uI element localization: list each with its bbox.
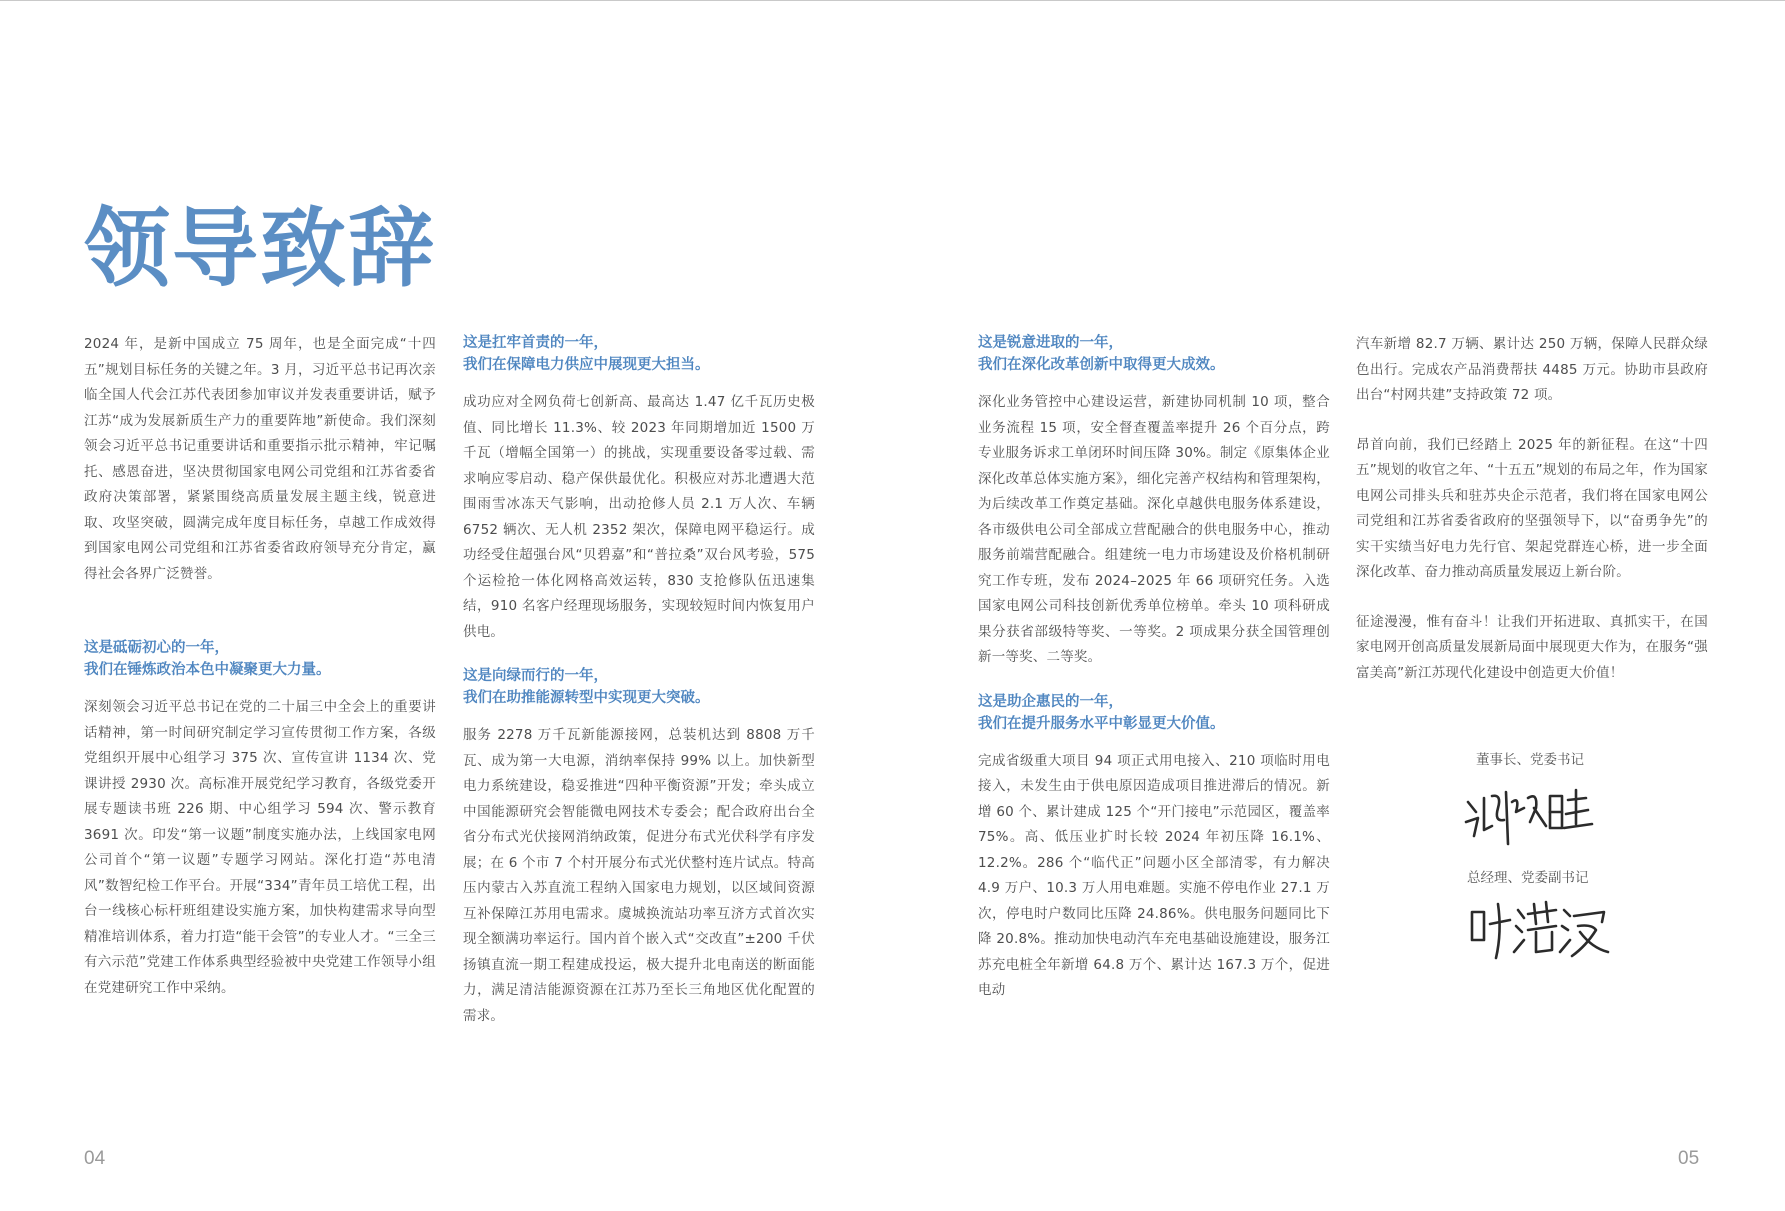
section-heading: 我们在深化改革创新中取得更大成效。	[978, 357, 1225, 373]
section-paragraph: 服务 2278 万千瓦新能源接网，总装机达到 8808 万千瓦、成为第一大电源，消纳率保持 99% 以上。加快新型电力系统建设，稳妥推进“四种平衡资源”开发；牵头成立中国能源研究会智能微电网技术专委会；配合政府出台全省分布式光伏接网消纳政策，促进分布式光伏科学有序发展；在 6 个市 7 个村开展分布式光伏整村连片试点。特高压内蒙古入苏直流工程纳入国家电力规划，以区域间资源互补保障江苏用电需求。虞城换流站功率互济方式首次实现全额满功率运行。国内首个嵌入式“交改直”±200 千伏扬镇直流一期工程建成投运，极大提升北电南送的断面能力，满足清洁能源资源在江苏乃至长三角地区优化配置的需求。	[463, 727, 815, 1024]
signature-1-image	[1462, 778, 1602, 850]
section-paragraph: 深化业务管控中心建设运营，新建协同机制 10 项，整合业务流程 15 项，安全督查覆盖率提升 26 个百分点，跨专业服务诉求工单闭环时间压降 30%。制定《原集体企业深化改革总体实施方案》，细化完善产权结构和管理架构，为后续改革工作奠定基础。深化卓越供电服务体系建设，各市级供电公司全部成立营配融合的供电服务中心，推动服务前端营配融合。组建统一电力市场建设及价格机制研究工作专班，发布 2024–2025 年 66 项研究任务。入选国家电网公司科技创新优秀单位榜单。牵头 10 项科研成果分获省部级特等奖、一等奖。2 项成果分获全国管理创新一等奖、二等奖。	[978, 394, 1330, 665]
closing-paragraph: 征途漫漫，惟有奋斗！让我们开拓进取、真抓实干，在国家电网开创高质量发展新局面中展现更大作为，在服务“强富美高”新江苏现代化建设中创造更大价值！	[1356, 613, 1708, 681]
section-heading: 这是助企惠民的一年，	[978, 693, 1123, 710]
section-paragraph: 成功应对全网负荷七创新高、最高达 1.47 亿千瓦历史极值、同比增长 11.3%、较 2023 年同期增加近 1500 万千瓦（增幅全国第一）的挑战，实现重要设备零过载、需求响应零启动、稳产保供最优化。积极应对苏北遭遇大范围雨雪冰冻天气影响，出动抢修人员 2.1 万人次、车辆 6752 辆次、无人机 2352 架次，保障电网平稳运行。成功经受住超强台风“贝碧嘉”和“普拉桑”双台风考验，575 个运检抢一体化网格高效运转，830 支抢修队伍迅速集结，910 名客户经理现场服务，实现较短时间内恢复用户供电。	[463, 394, 815, 640]
section-heading: 我们在提升服务水平中彰显更大价值。	[978, 715, 1225, 732]
section-paragraph: 深刻领会习近平总书记在党的二十届三中全会上的重要讲话精神，第一时间研究制定学习宣传贯彻工作方案，各级党组织开展中心组学习 375 次、宣传宣讲 1134 次、党课讲授 2930 次。高标准开展党纪学习教育，各级党委开展专题读书班 226 期、中心组学习 594 次、警示教育 3691 次。印发“第一议题”制度实施办法，上线国家电网公司首个“第一议题”专题学习网站。深化打造“苏电清风”数智纪检工作平台。开展“334”青年员工培优工程，出台一线核心标杆班组建设实施方案，加快构建需求导向型精准培训体系，着力打造“能干会管”的专业人才。“三全三有六示范”党建工作体系典型经验被中央党建工作领导小组在党建研究工作中采纳。	[84, 699, 436, 996]
section-heading: 这是扛牢首责的一年，	[463, 335, 608, 351]
intro-paragraph: 2024 年，是新中国成立 75 周年，也是全面完成“十四五”规划目标任务的关键之年。3 月，习近平总书记再次亲临全国人代会江苏代表团参加审议并发表重要讲话，赋予江苏“成为发展新质生产力的重要阵地”新使命。我们深刻领会习近平总书记重要讲话和重要指示批示精神，牢记嘱托、感恩奋进，坚决贯彻国家电网公司党组和江苏省委省政府决策部署，紧紧围绕高质量发展主题主线，锐意进取、攻坚突破，圆满完成年度目标任务，卓越工作成效得到国家电网公司党组和江苏省委省政府领导充分肯定，赢得社会各界广泛赞誉。	[84, 336, 436, 582]
section-heading: 我们在助推能源转型中实现更大突破。	[463, 690, 710, 706]
page-number-left: 04	[84, 1148, 106, 1169]
column-2	[463, 332, 815, 1029]
signer-2-title: 总经理、党委副书记	[1467, 870, 1589, 886]
column-4	[1356, 332, 1708, 686]
page-title: 领导致辞	[84, 199, 436, 299]
closing-paragraph: 昂首向前，我们已经踏上 2025 年的新征程。在这“十四五”规划的收官之年、“十五五”规划的布局之年，作为国家电网公司排头兵和驻苏央企示范者，我们将在国家电网公司党组和江苏省委省政府的坚强领导下，以“奋勇争先”的实干实绩当好电力先行官、架起党群连心桥，进一步全面深化改革、奋力推动高质量发展迈上新台阶。	[1356, 436, 1708, 580]
column-3	[978, 332, 1330, 1004]
column-1	[84, 332, 436, 1001]
page-number-right: 05	[1678, 1148, 1700, 1169]
signer-1-title: 董事长、党委书记	[1476, 752, 1584, 768]
section-heading: 这是砥砺初心的一年，	[84, 640, 229, 656]
section-heading: 这是向绿而行的一年，	[463, 668, 608, 684]
top-rule	[0, 0, 1785, 1]
section-heading: 我们在锤炼政治本色中凝聚更大力量。	[84, 662, 331, 678]
section-paragraph: 汽车新增 82.7 万辆、累计达 250 万辆，保障人民群众绿色出行。完成农产品消费帮扶 4485 万元。协助市县政府出台“村网共建”支持政策 72 项。	[1356, 336, 1708, 403]
section-heading: 这是锐意进取的一年，	[978, 335, 1123, 351]
section-paragraph: 完成省级重大项目 94 项正式用电接入、210 项临时用电接入，未发生由于供电原因造成项目推进滞后的情况。新增 60 个、累计建成 125 个“开门接电”示范园区，覆盖率 75%。高、低压业扩时长较 2024 年初压降 16.1%、12.2%。286 个“临代正”问题小区全部清零，有力解决 4.9 万户、10.3 万人用电难题。实施不停电作业 27.1 万次，停电时户数同比压降 24.86%。供电服务问题同比下降 20.8%。推动加快电动汽车充电基础设施建设，服务江苏充电桩全年新增 64.8 万个、累计达 167.3 万个，促进电动	[978, 752, 1330, 998]
section-heading: 我们在保障电力供应中展现更大担当。	[463, 357, 710, 373]
signature-2-image	[1466, 896, 1614, 966]
